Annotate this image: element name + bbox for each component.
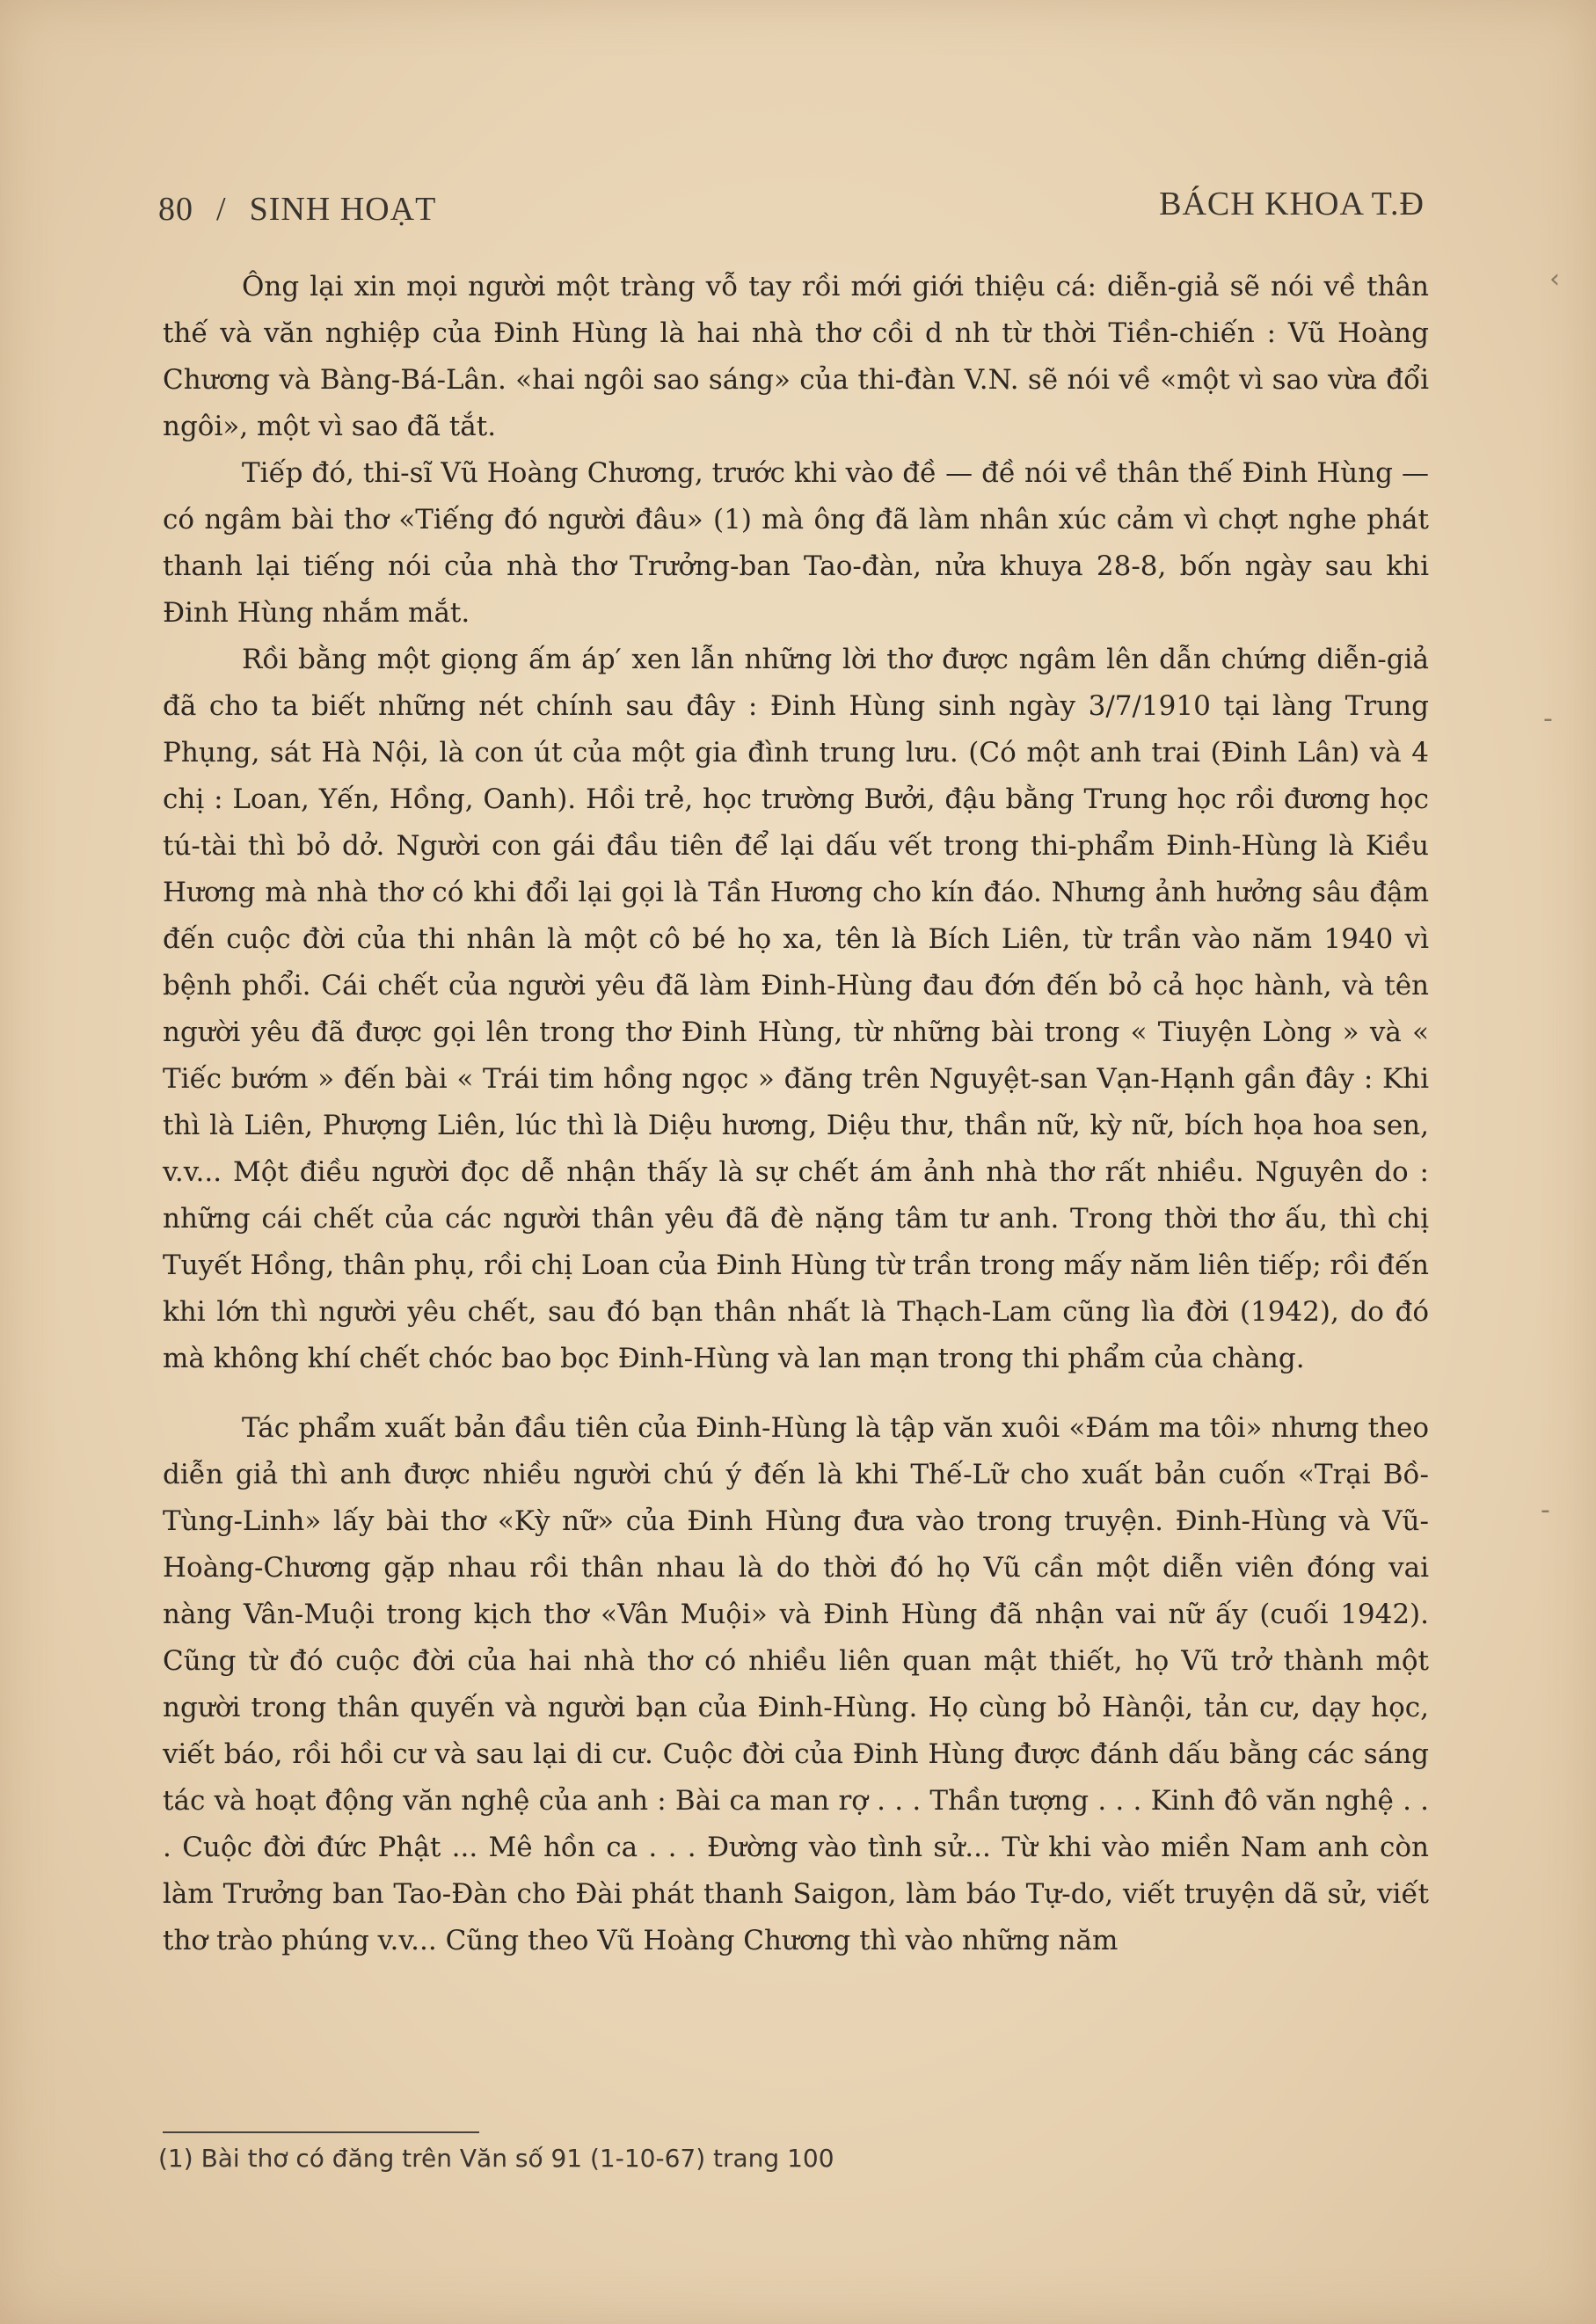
paragraph: Tác phẩm xuất bản đầu tiên của Đinh-Hùng là tập văn xuôi «Đám ma tôi» nhưng theo diễn giả thì anh được nhiều người chú ý đến là khi Thế-Lữ cho xuất bản cuốn «Trại Bồ-Tùng-Linh» lấy bài thơ «Kỳ nữ» của Đinh Hùng đưa vào trong truyện. Đinh-Hùng và Vũ-Hoàng-Chương gặp nhau rồi thân nhau là do thời đó họ Vũ cần một diễn viên đóng vai nàng Vân-Muội trong kịch thơ «Vân Muội» và Đinh Hùng đã nhận vai nữ ấy (cuối 1942). Cũng từ đó cuộc đời của hai nhà thơ có nhiều liên quan mật thiết, họ Vũ trở thành một người trong thân quyến và người bạn của Đinh-Hùng. Họ cùng bỏ Hànội, tản cư, dạy học, viết báo, rồi hồi cư và sau lại di cư. Cuộc đời của Đinh Hùng được đánh dấu bằng các sáng tác và hoạt động văn nghệ của anh : Bài ca man rợ . . . Thần tượng . . . Kinh đô văn nghệ . . . Cuộc đời đức Phật ... Mê hồn ca . . . Đường vào tình sử... Từ khi vào miền Nam anh còn làm Trưởng ban Tao-Đàn cho Đài phát thanh Saigon, làm báo Tự-do, viết truyện dã sử, viết thơ trào phúng v.v... Cũng theo Vũ Hoàng Chương thì vào những năm	[163, 1412, 1429, 1956]
paragraph: Ông lại xin mọi người một tràng vỗ tay rồi mới giới thiệu cá: diễn-giả sẽ nói về thân thế và văn nghiệp của Đinh Hùng là hai nhà thơ cồi d nh từ thời Tiền-chiến : Vũ Hoàng Chương và Bàng-Bá-Lân. «hai ngôi sao sáng» của thi-đàn V.N. sẽ nói về «một vì sao vừa đổi ngôi», một vì sao đã tắt.	[163, 271, 1429, 442]
paragraph: Tiếp đó, thi-sĩ Vũ Hoàng Chương, trước khi vào đề — đề nói về thân thế Đinh Hùng — có ngâm bài thơ «Tiếng đó người đâu» (1) mà ông đã làm nhân xúc cảm vì chợt nghe phát thanh lại tiếng nói của nhà thơ Trưởng-ban Tao-đàn, nửa khuya 28-8, bốn ngày sau khi Đinh Hùng nhắm mắt.	[163, 457, 1429, 629]
margin-mark: -	[1543, 703, 1553, 734]
margin-mark: -	[1541, 1495, 1550, 1526]
footnote: (1) Bài thơ có đăng trên Văn số 91 (1-10-67) trang 100	[158, 2144, 834, 2173]
margin-mark: ‹	[1549, 264, 1560, 295]
header-left	[158, 190, 436, 229]
article-body	[163, 264, 1429, 1964]
header-separator: /	[216, 191, 227, 228]
section-title: SINH HOẠT	[249, 191, 437, 228]
paragraph: Rồi bằng một giọng ấm áp′ xen lẫn những lời thơ được ngâm lên dẫn chứng diễn-giả đã cho ta biết những nét chính sau đây : Đinh Hùng sinh ngày 3/7/1910 tại làng Trung Phụng, sát Hà Nội, là con út của một gia đình trung lưu. (Có một anh trai (Đinh Lân) và 4 chị : Loan, Yến, Hồng, Oanh). Hồi trẻ, học trường Bưởi, đậu bằng Trung học rồi đương học tú-tài thì bỏ dở. Người con gái đầu tiên để lại dấu vết trong thi-phẩm Đinh-Hùng là Kiều Hương mà nhà thơ có khi đổi lại gọi là Tần Hương cho kín đáo. Nhưng ảnh hưởng sâu đậm đến cuộc đời của thi nhân là một cô bé họ xa, tên là Bích Liên, từ trần vào năm 1940 vì bệnh phổi. Cái chết của người yêu đã làm Đinh-Hùng đau đớn đến bỏ cả học hành, và tên người yêu đã được gọi lên trong thơ Đinh Hùng, từ những bài trong « Tiuyện Lòng » và « Tiếc bướm » đến bài « Trái tim hồng ngọc » đăng trên Nguyệt-san Vạn-Hạnh gần đây : Khi thì là Liên, Phượng Liên, lúc thì là Diệu hương, Diệu thư, thần nữ, kỳ nữ, bích họa hoa sen, v.v... Một điều người đọc dễ nhận thấy là sự chết ám ảnh nhà thơ rất nhiều. Nguyên do : những cái chết của các người thân yêu đã đè nặng tâm tư anh. Trong thời thơ ấu, thì chị Tuyết Hồng, thân phụ, rồi chị Loan của Đinh Hùng từ trần trong mấy năm liên tiếp; rồi đến khi lớn thì người yêu chết, sau đó bạn thân nhất là Thạch-Lam cũng lìa đời (1942), do đó mà không khí chết chóc bao bọc Đinh-Hùng và lan mạn trong thi phẩm của chàng.	[163, 644, 1429, 1374]
magazine-title: BÁCH KHOA T.Đ	[1159, 186, 1425, 222]
page-number: 80	[158, 191, 193, 228]
footnote-divider	[163, 2131, 479, 2133]
page-header	[158, 185, 1425, 237]
